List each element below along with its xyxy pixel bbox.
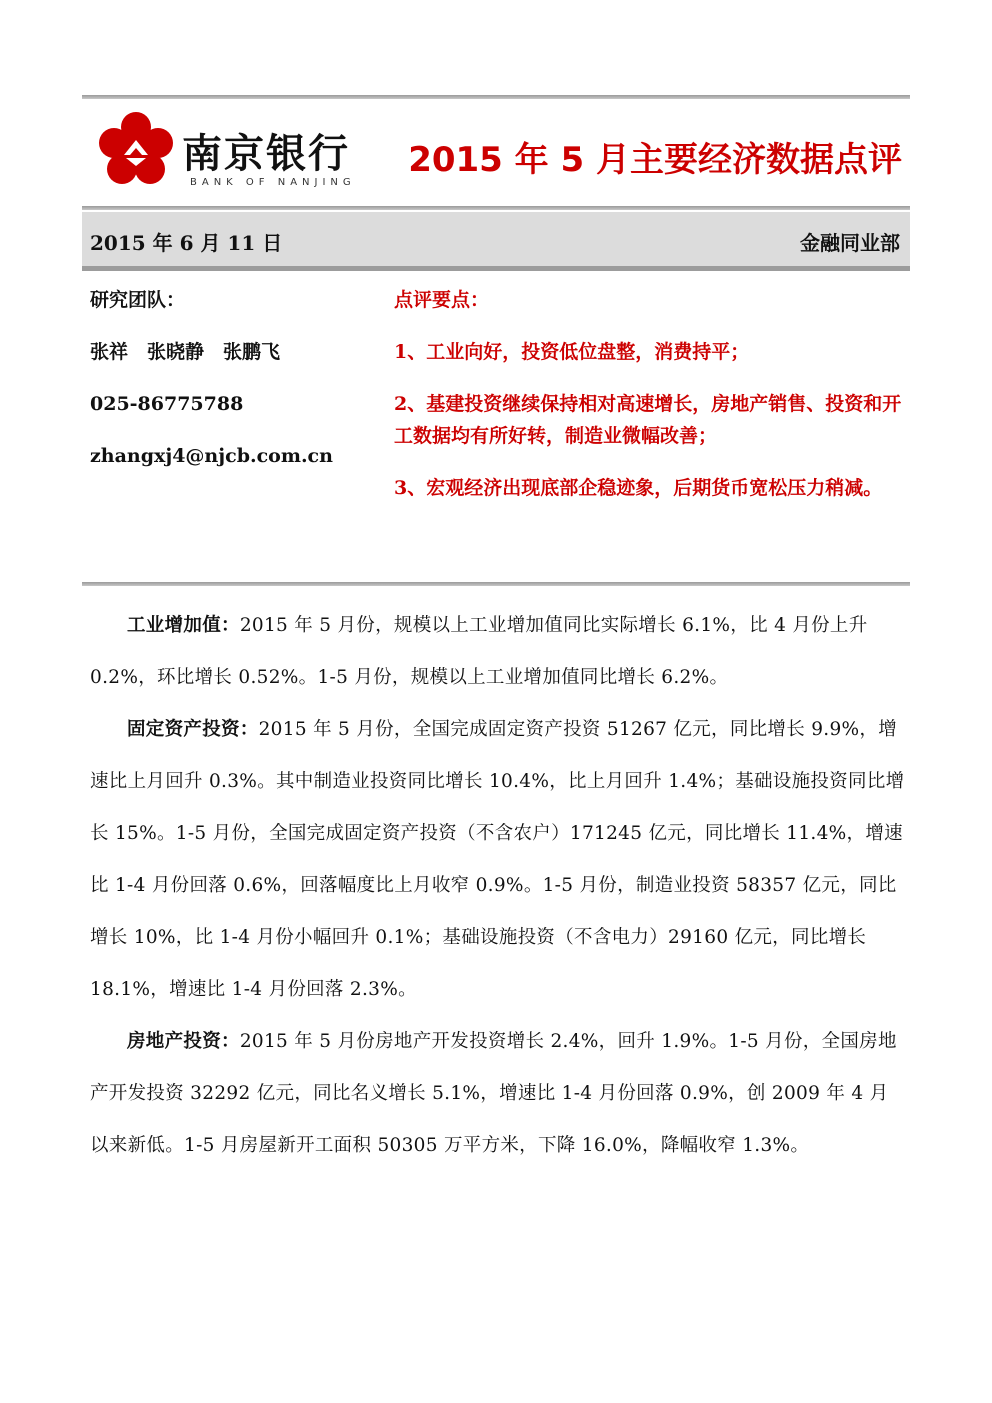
bank-of-nanjing-logo-icon xyxy=(96,110,176,190)
report-header xyxy=(82,100,910,200)
section-lead: 房地产投资： xyxy=(127,1031,240,1052)
report-body xyxy=(90,600,906,1172)
real-estate-investment-paragraph xyxy=(90,1016,906,1172)
team-phone: 025-86775788 xyxy=(90,393,244,415)
key-point-item: 3、宏观经济出现底部企稳迹象，后期货币宽松压力稍减。 xyxy=(394,477,883,499)
industrial-value-paragraph xyxy=(90,600,906,704)
section-text: 2015 年 5 月份房地产开发投资增长 2.4%，回升 1.9%。1-5 月份，全国房地产开发投资 32292 亿元，同比名义增长 5.1%，增速比 1-4 月份回落 0.9%，创 2009 年 4 月以来新低。1-5 月房屋新开工面积 50305 万平方米，下降 16.0%，降幅收窄 1.3%。 xyxy=(90,1031,897,1156)
header-rule xyxy=(82,206,910,210)
top-rule xyxy=(82,95,910,99)
research-team xyxy=(90,284,380,492)
document-title: 2015 年 5 月主要经济数据点评 xyxy=(408,140,902,180)
section-lead: 工业增加值： xyxy=(127,615,240,636)
fixed-asset-investment-paragraph xyxy=(90,704,906,1016)
team-label: 研究团队： xyxy=(90,289,186,311)
report-date: 2015 年 6 月 11 日 xyxy=(90,231,283,255)
department-name: 金融同业部 xyxy=(800,231,900,255)
section-lead: 固定资产投资： xyxy=(127,719,259,740)
key-point-item: 1、工业向好，投资低位盘整，消费持平； xyxy=(394,341,750,363)
key-points xyxy=(394,284,910,524)
section-text: 2015 年 5 月份，规模以上工业增加值同比实际增长 6.1%，比 4 月份上升 0.2%，环比增长 0.52%。1-5 月份，规模以上工业增加值同比增长 6.2%。 xyxy=(90,615,868,688)
key-point-item: 2、基建投资继续保持相对高速增长，房地产销售、投资和开工数据均有所好转，制造业微幅改善； xyxy=(394,393,902,447)
team-names: 张祥 张晓静 张鹏飞 xyxy=(90,341,281,363)
brand-name-en: BANK OF NANJING xyxy=(190,177,356,188)
section-text: 2015 年 5 月份，全国完成固定资产投资 51267 亿元，同比增长 9.9%，增速比上月回升 0.3%。其中制造业投资同比增长 10.4%，比上月回升 1.4%；基础设施投资同比增长 15%。1-5 月份，全国完成固定资产投资（不含农户）171245 亿元，同比增长 11.4%，增速比 1-4 月份回落 0.6%，回落幅度比上月收窄 0.9%。1-5 月份，制造业投资 58357 亿元，同比增长 10%，比 1-4 月份小幅回升 0.1%；基础设施投资（不含电力）29160 亿元，同比增长 18.1%，增速比 1-4 月份回落 2.3%。 xyxy=(90,719,905,1000)
summary-rule xyxy=(82,582,910,586)
date-band xyxy=(82,212,910,271)
brand-name-cn: 南京银行 xyxy=(182,131,350,177)
team-email[interactable]: zhangxj4@njcb.com.cn xyxy=(90,445,333,467)
key-points-title: 点评要点： xyxy=(394,289,490,311)
